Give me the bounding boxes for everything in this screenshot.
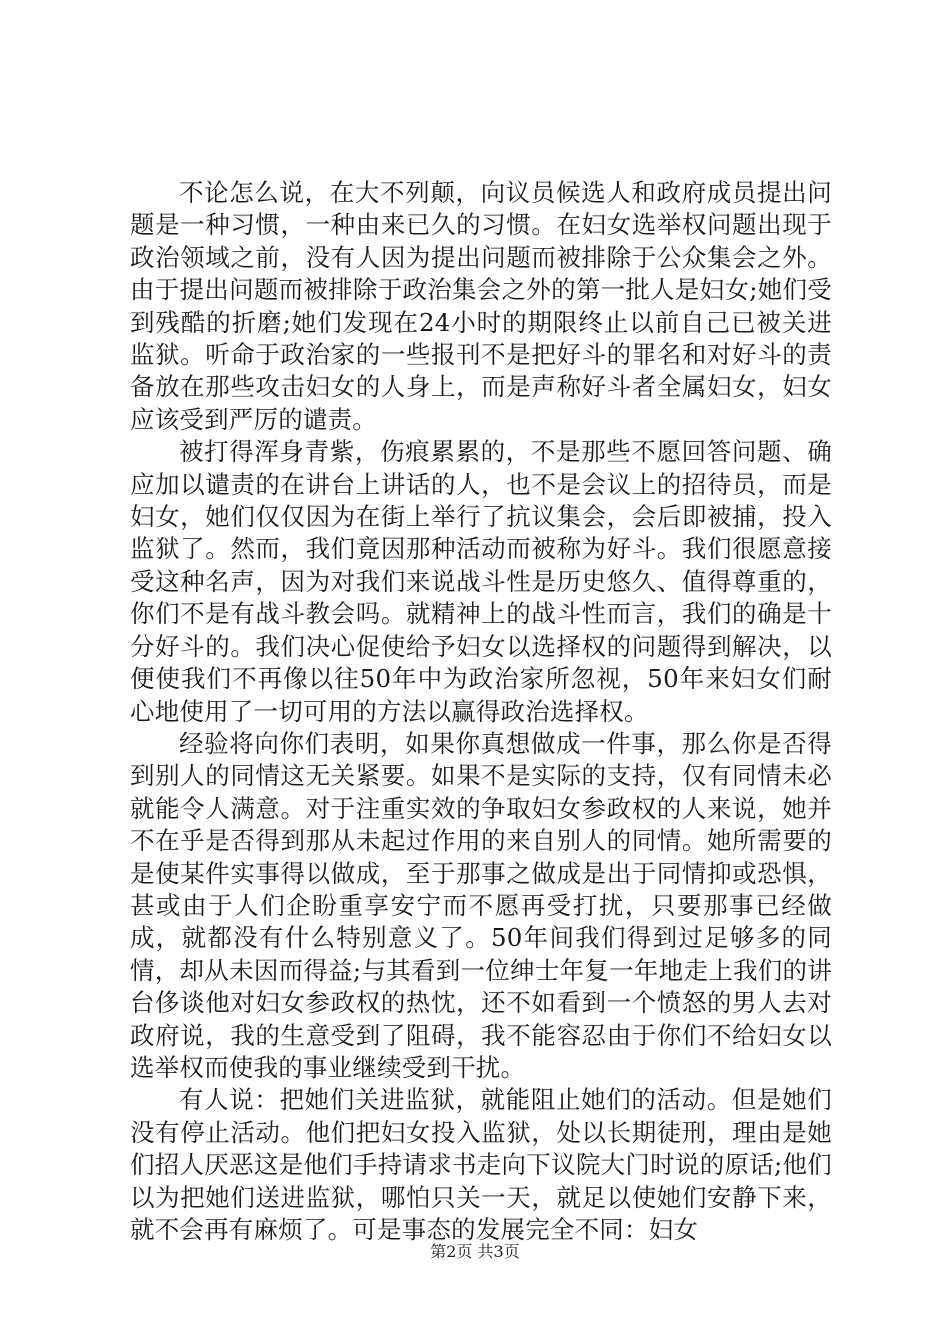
- paragraph-3: 经验将向你们表明，如果你真想做成一件事，那么你是否得到别人的同情这无关紧要。如果不是实际的支持，仅有同情未必就能令人满意。对于注重实效的争取妇女参政权的人来说，她并不在乎是否得到那从未起过作用的来自别人的同情。她所需要的是使某件实事得以做成，至于那事之做成是出于同情抑或恐惧，甚或由于人们企盼重享安宁而不愿再受打扰，只要那事已经做成，就都没有什么特别意义了。50年间我们得到过足够多的同情，却从未因而得益;与其看到一位绅士年复一年地走上我们的讲台侈谈他对妇女参政权的热忱，还不如看到一个愤怒的男人去对政府说，我的生意受到了阻碍，我不能容忍由于你们不给妇女以选举权而使我的事业继续受到干扰。: [130, 728, 832, 1082]
- paragraph-1: 不论怎么说，在大不列颠，向议员候选人和政府成员提出问题是一种习惯，一种由来已久的习惯。在妇女选举权问题出现于政治领域之前，没有人因为提出问题而被排除于公众集会之外。由于提出问题而被排除于政治集会之外的第一批人是妇女;她们受到残酷的折磨;她们发现在24小时的期限终止以前自己已被关进监狱。听命于政治家的一些报刊不是把好斗的罪名和对好斗的责备放在那些攻击妇女的人身上，而是声称好斗者全属妇女，妇女应该受到严厉的谴责。: [130, 178, 832, 434]
- page-footer: [0, 1242, 950, 1262]
- document-body: [130, 177, 832, 1246]
- paragraph-2: 被打得浑身青紫，伤痕累累的，不是那些不愿回答问题、确应加以谴责的在讲台上讲话的人，也不是会议上的招待员，而是妇女，她们仅仅因为在街上举行了抗议集会，会后即被捕，投入监狱了。然而，我们竟因那种活动而被称为好斗。我们很愿意接受这种名声，因为对我们来说战斗性是历史悠久、值得尊重的，你们不是有战斗教会吗。就精神上的战斗性而言，我们的确是十分好斗的。我们决心促使给予妇女以选择权的问题得到解决，以便使我们不再像以往50年中为政治家所忽视，50年来妇女们耐心地使用了一切可用的方法以赢得政治选择权。: [130, 437, 832, 726]
- paragraph-4: 有人说：把她们关进监狱，就能阻止她们的活动。但是她们没有停止活动。他们把妇女投入监狱，处以长期徒刑，理由是她们招人厌恶这是他们手持请求书走向下议院大门时说的原话;他们以为把她们送进监狱，哪怕只关一天，就足以使她们安静下来，就不会再有麻烦了。可是事态的发展完全不同：妇女: [130, 1085, 832, 1244]
- page-number: 第2页 共3页: [430, 1242, 520, 1261]
